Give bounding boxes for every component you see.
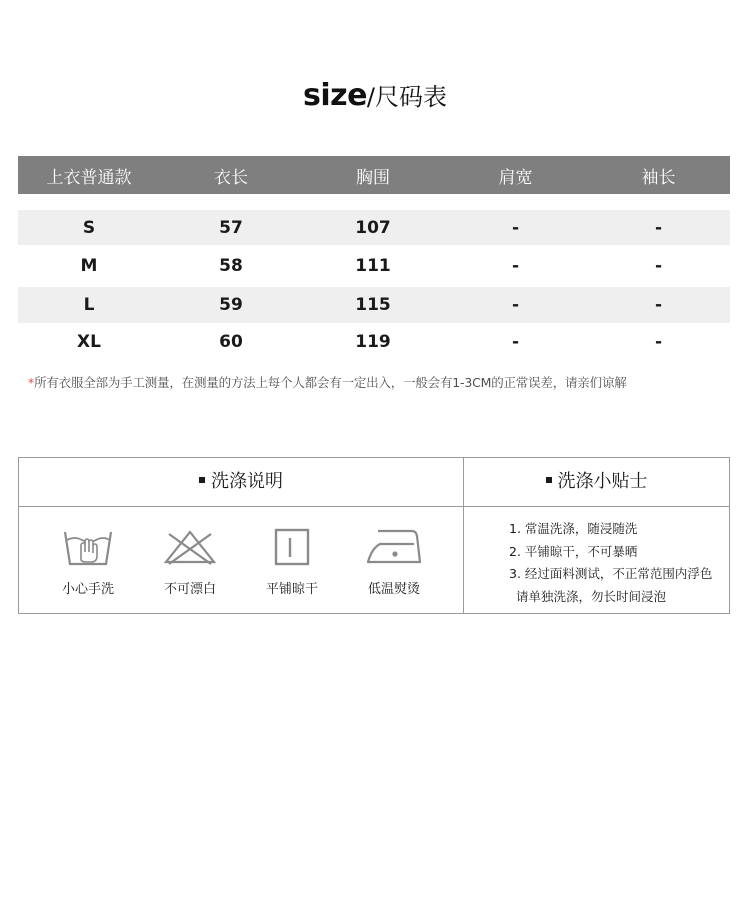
table-cell: -: [511, 295, 520, 315]
hand-wash-icon: [62, 526, 114, 568]
care-label: 平铺晾干: [265, 582, 318, 597]
care-panel: [18, 457, 730, 614]
table-cell: 107: [355, 217, 391, 238]
list-item: 2. 平铺晾干，不可暴晒: [509, 543, 638, 559]
note-text: 所有衣服全部为手工测量，在测量的方法上每个人都会有一定出入，一般会有1-3CM的正常误差，请亲们谅解: [34, 375, 627, 390]
table-cell: -: [511, 256, 520, 276]
wash-tips-heading: [464, 458, 729, 506]
size-table-header: [18, 156, 730, 194]
low-iron-icon: [364, 526, 424, 568]
table-cell: L: [83, 295, 95, 315]
table-cell: -: [654, 295, 663, 315]
list-item: 1. 常温洗涤，随浸随洗: [509, 521, 638, 536]
list-item: 3. 经过面料测试，不正常范围内浮色: [509, 566, 713, 581]
care-item-low-iron: [344, 526, 444, 597]
table-row-l: [18, 287, 730, 323]
horizontal-divider: [19, 506, 729, 507]
table-cell: -: [511, 332, 520, 352]
size-table: [18, 156, 730, 361]
header-sleeve: 袖长: [641, 167, 676, 188]
care-item-hand-wash: [38, 526, 138, 597]
note-asterisk: *: [28, 375, 35, 390]
table-cell: 119: [355, 332, 391, 352]
header-length: 衣长: [214, 167, 248, 188]
no-bleach-icon: [163, 526, 217, 568]
list-item: 请单独洗涤，勿长时间浸泡: [516, 588, 667, 604]
tips-title: 洗涤小贴士: [557, 471, 648, 492]
table-cell: -: [654, 256, 663, 276]
table-cell: 57: [219, 217, 243, 238]
care-item-no-bleach: [140, 526, 240, 597]
bullet-icon: [199, 477, 205, 483]
care-item-dry-flat: [242, 526, 342, 597]
care-label: 低温熨烫: [367, 582, 420, 597]
table-row-m: [18, 245, 730, 287]
table-row-s: [18, 210, 730, 245]
table-cell: 58: [219, 256, 243, 276]
table-cell: 111: [355, 256, 391, 276]
table-cell: XL: [77, 332, 101, 352]
wash-title: 洗涤说明: [211, 471, 283, 492]
bullet-icon: [546, 477, 552, 483]
dry-flat-icon: [270, 526, 314, 568]
table-cell: -: [654, 332, 663, 352]
table-row-xl: [18, 323, 730, 361]
header-shoulder: 肩宽: [498, 167, 533, 188]
care-label: 不可漂白: [163, 582, 216, 597]
table-cell: -: [654, 217, 663, 238]
table-cell: 115: [355, 295, 391, 315]
header-chest: 胸围: [356, 167, 390, 188]
wash-instructions-heading: [19, 458, 463, 506]
title-cn: /尺码表: [366, 83, 448, 111]
table-cell: -: [511, 217, 520, 238]
table-cell: S: [82, 217, 96, 238]
measurement-note: [28, 373, 627, 391]
page-title: [0, 74, 750, 119]
care-label: 小心手洗: [61, 582, 114, 597]
table-cell: M: [80, 256, 98, 276]
wash-tips-list: [509, 518, 712, 608]
table-cell: 59: [219, 295, 243, 315]
table-cell: 60: [219, 332, 243, 352]
title-en: size: [302, 78, 367, 113]
header-style: 上衣普通款: [46, 167, 132, 188]
